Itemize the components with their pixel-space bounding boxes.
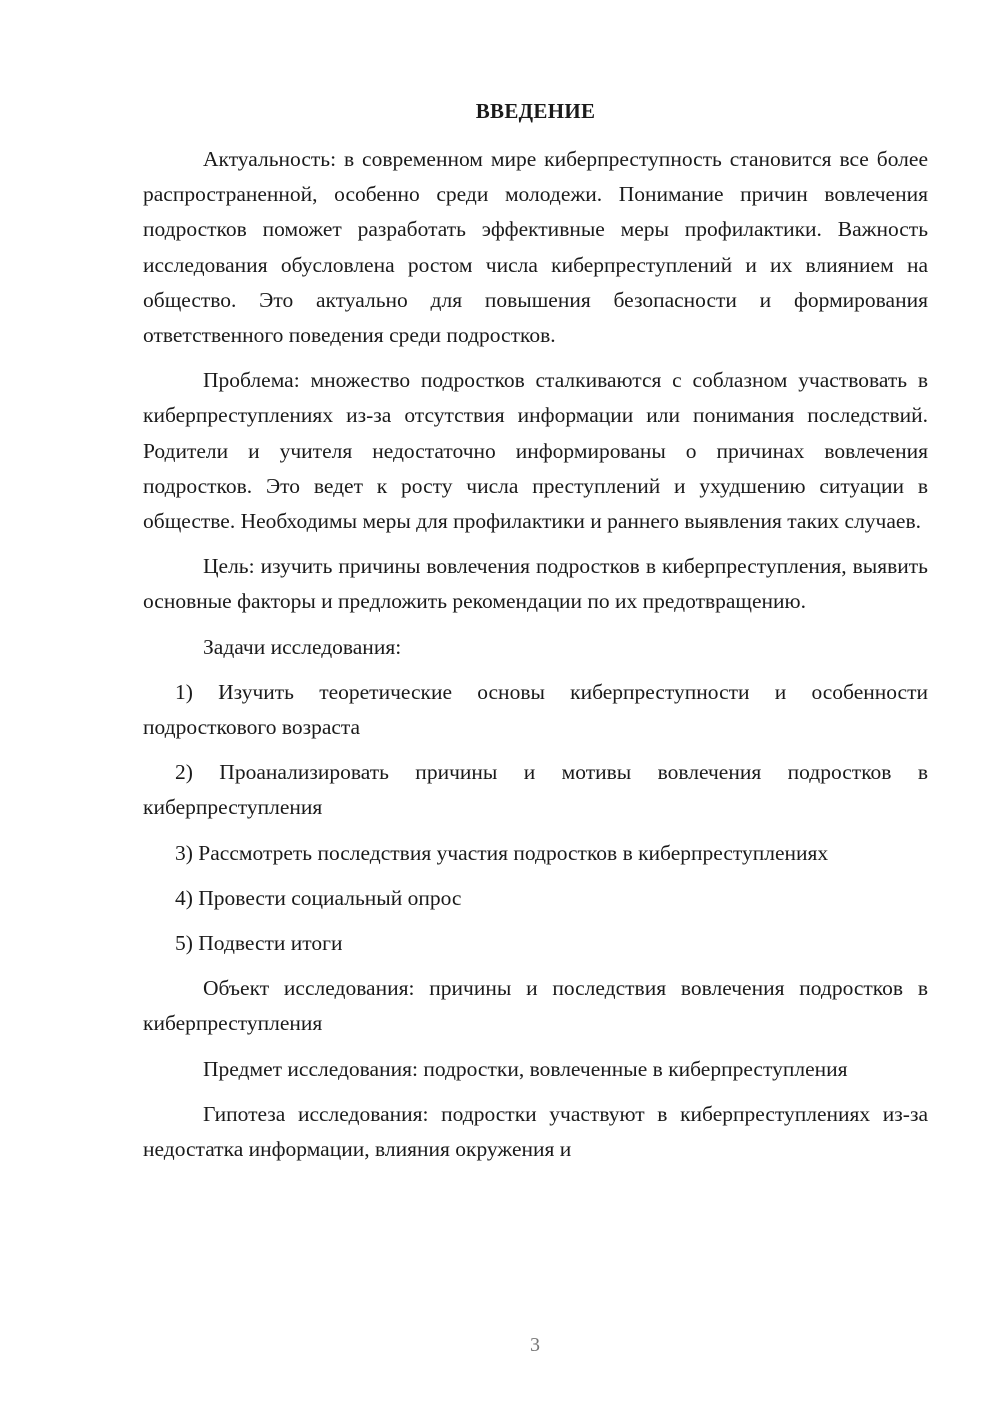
task-item-3: 3) Рассмотреть последствия участия подростков в киберпреступлениях (175, 840, 829, 865)
task-item-5: 5) Подвести итоги (175, 931, 343, 956)
task-item-2: 2) Проанализировать причины и мотивы вовлечения подростков в киберпреступления (143, 760, 928, 820)
object-paragraph: Объект исследования: причины и последствия вовлечения подростков в киберпреступления (143, 976, 928, 1036)
goal-paragraph: Цель: изучить причины вовлечения подростков в киберпреступления, выявить основные факторы и предложить рекомендации по их предотвращению. (143, 554, 928, 614)
relevance-paragraph: Актуальность: в современном мире киберпреступность становится все более распространенной, особенно среди молодежи. Понимание причин вовлечения подростков поможет разработать эффективные меры профилактики. Важность исследования обусловлена ростом числа киберпреступлений и их влиянием на общество. Это актуально для повышения безопасности и формирования ответственного поведения среди подростков. (143, 147, 928, 348)
problem-paragraph: Проблема: множество подростков сталкиваются с соблазном участвовать в киберпреступлениях из-за отсутствия информации или понимания последствий. Родители и учителя недостаточно информированы о причинах вовлечения подростков. Это ведет к росту числа преступлений и ухудшению ситуации в обществе. Необходимы меры для профилактики и раннего выявления таких случаев. (143, 368, 928, 534)
subject-paragraph: Предмет исследования: подростки, вовлеченные в киберпреступления (203, 1056, 848, 1081)
task-item-4: 4) Провести социальный опрос (175, 885, 462, 910)
task-item-1: 1) Изучить теоретические основы киберпреступности и особенности подросткового возраста (143, 679, 928, 740)
page-number: 3 (530, 1334, 540, 1356)
section-heading: ВВЕДЕНИЕ (475, 99, 596, 123)
hypothesis-paragraph: Гипотеза исследования: подростки участвуют в киберпреступлениях из-за недостатка информации, влияния окружения и (143, 1101, 928, 1162)
tasks-title: Задачи исследования: (203, 634, 402, 659)
